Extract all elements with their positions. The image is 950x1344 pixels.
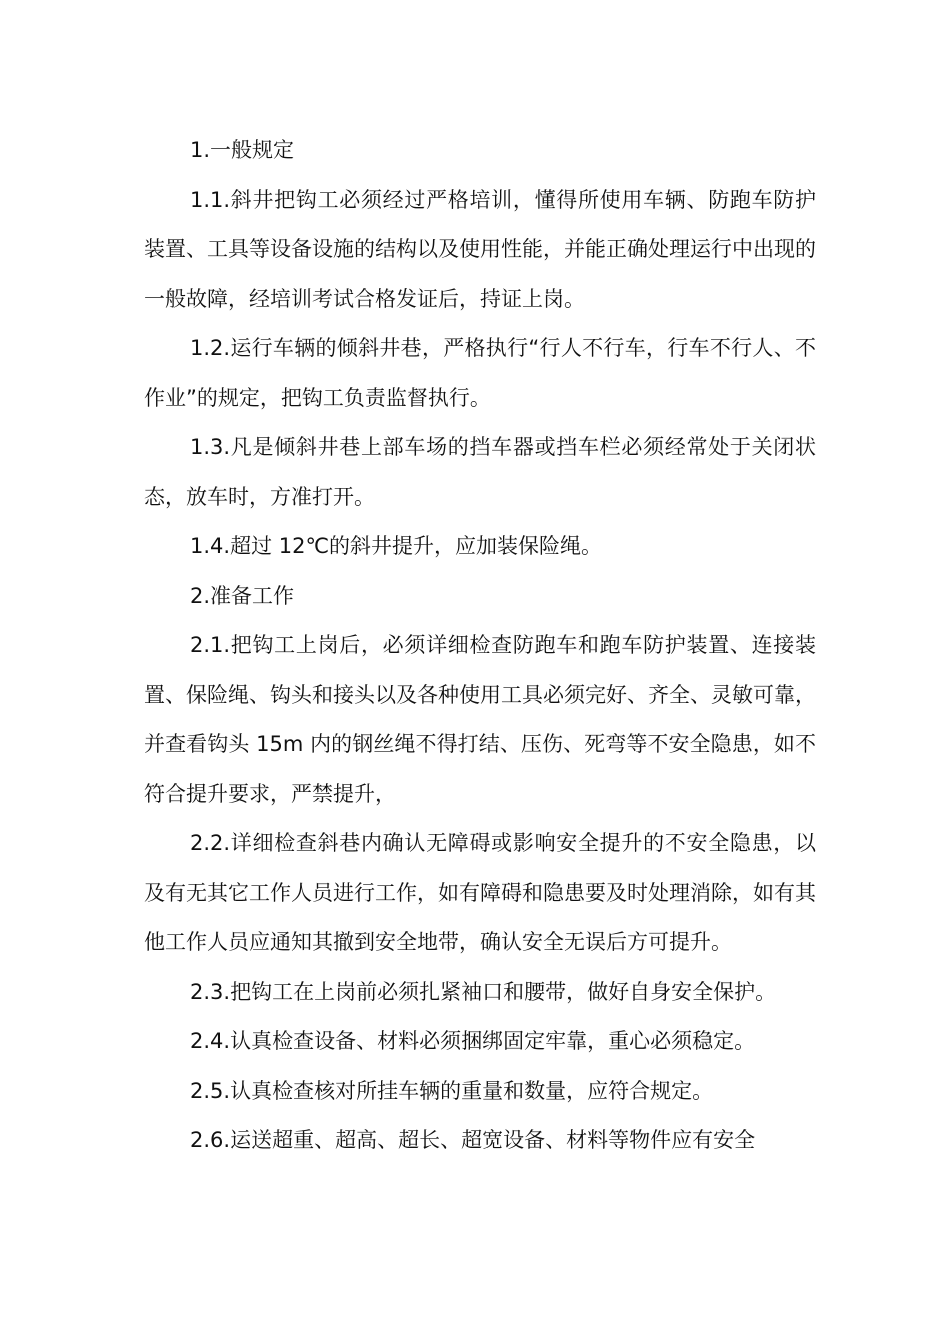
paragraph-1-3: 1.3.凡是倾斜井巷上部车场的挡车器或挡车栏必须经常处于关闭状态，放车时，方准打开。 <box>144 435 816 509</box>
paragraph-2-3: 2.3.把钩工在上岗前必须扎紧袖口和腰带，做好自身安全保护。 <box>190 979 777 1004</box>
paragraph-1-2: 1.2.运行车辆的倾斜井巷，严格执行“行人不行车，行车不行人、不作业”的规定，把钩工负责监督执行。 <box>144 336 816 410</box>
paragraph-1-4: 1.4.超过 12℃的斜井提升，应加装保险绳。 <box>190 534 603 558</box>
paragraph-2-4: 2.4.认真检查设备、材料必须捆绑固定牢靠，重心必须稳定。 <box>190 1029 756 1053</box>
paragraph-2-5: 2.5.认真检查核对所挂车辆的重量和数量，应符合规定。 <box>190 1078 714 1103</box>
paragraph-2-6: 2.6.运送超重、超高、超长、超宽设备、材料等物件应有安全 <box>190 1128 756 1152</box>
heading-preparation: 2.准备工作 <box>190 583 295 608</box>
document-body <box>144 126 816 1166</box>
paragraph-2-1: 2.1.把钩工上岗后，必须详细检查防跑车和跑车防护装置、连接装置、保险绳、钩头和接头以及各种使用工具必须完好、齐全、灵敏可靠，并查看钩头 15m 内的钢丝绳不得打结、压伤、死弯等不安全隐患，如不符合提升要求，严禁提升， <box>144 633 816 806</box>
heading-general-rules: 1.一般规定 <box>190 138 295 162</box>
paragraph-1-1: 1.1.斜井把钩工必须经过严格培训，懂得所使用车辆、防跑车防护装置、工具等设备设施的结构以及使用性能，并能正确处理运行中出现的一般故障，经培训考试合格发证后，持证上岗。 <box>144 187 816 311</box>
paragraph-2-2: 2.2.详细检查斜巷内确认无障碍或影响安全提升的不安全隐患，以及有无其它工作人员进行工作，如有障碍和隐患要及时处理消除，如有其他工作人员应通知其撤到安全地带，确认安全无误后方可提升。 <box>144 831 816 954</box>
